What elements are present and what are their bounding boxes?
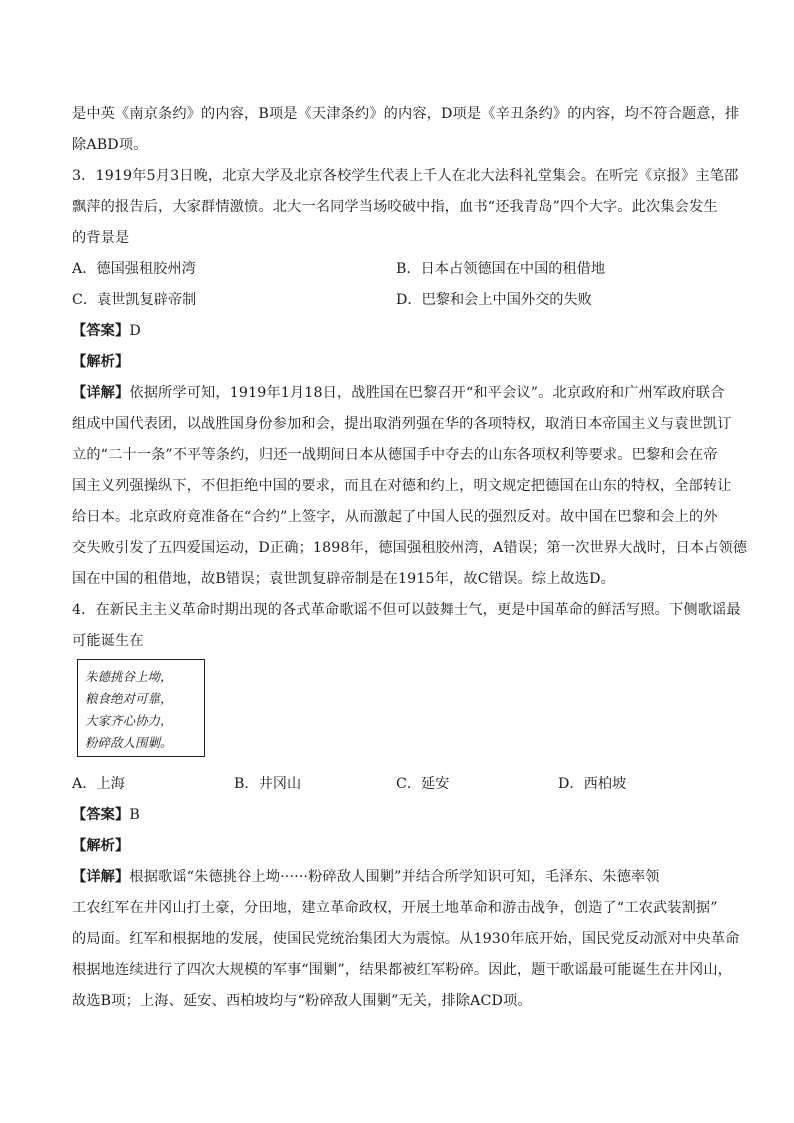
q3-detail-line-6: 交失败引发了五四爱国运动，D正确；1898年，德国强租胶州湾，A错误；第一次世界大战时，日本占领德	[72, 540, 748, 556]
q3-detail-line-1	[72, 378, 725, 409]
q3-option-b: B．日本占领德国在中国的租借地	[396, 261, 606, 277]
q3-detail-line-5: 给日本。北京政府竟准备在“合约”上签字，从而激起了中国人民的强烈反对。故中国在巴黎和会上的外	[72, 509, 718, 525]
q3-detail-text-1: 依据所学可知，1919年1月18日，战胜国在巴黎召开“和平会议”。北京政府和广州军政府联合	[129, 385, 725, 401]
q4-stem-line-2: 可能诞生在	[72, 633, 144, 649]
question-4	[72, 595, 741, 1017]
q3-answer	[72, 316, 722, 347]
q3-detail-line-2: 组成中国代表团，以战胜国身份参加和会，提出取消列强在华的各项特权，取消日本帝国主义与袁世凯订	[72, 416, 732, 432]
q3-detail-line-7: 国在中国的租借地，故B错误；袁世凯复辟帝制是在1915年，故C错误。综上故选D。	[72, 571, 615, 587]
q4-detail-line-3: 的局面。红军和根据地的发展，使国民党统治集团大为震惊。从1930年底开始，国民党反动派对中央革命	[72, 931, 740, 947]
q4-poem-box	[77, 659, 205, 757]
intro-line-2: 除ABD项。	[72, 137, 148, 153]
q3-option-d: D．巴黎和会上中国外交的失败	[396, 292, 592, 308]
q4-detail-text-1: 根据歌谣“朱德挑谷上坳······粉碎敌人围剿”并结合所学知识可知，毛泽东、朱德率领	[129, 869, 660, 885]
q4-poem-area	[72, 657, 722, 769]
q4-poem-line-2: 粮食绝对可靠，	[85, 691, 173, 706]
q3-answer-value: D	[129, 323, 141, 339]
q3-detail-line-4: 国主义列强操纵下，不但拒绝中国的要求，而且在对德和约上，明文规定把德国在山东的特权，全部转让	[72, 478, 732, 494]
q4-detail-line-5: 故选B项；上海、延安、西柏坡均与“粉碎敌人围剿”无关，排除ACD项。	[72, 993, 532, 1009]
q4-detail-line-2: 工农红军在井冈山打土豪，分田地，建立革命政权，开展土地革命和游击战争，创造了“工农武装割据”	[72, 900, 718, 916]
q3-answer-tag: 【答案】	[72, 323, 130, 339]
q3-option-c: C．袁世凯复辟帝制	[72, 292, 197, 308]
q3-detail-tag: 【详解】	[72, 385, 130, 401]
q3-analysis-tag: 【解析】	[72, 354, 130, 370]
q4-answer-value: B	[129, 807, 140, 823]
q4-stem-line-1: 4．在新民主主义革命时期出现的各式革命歌谣不但可以鼓舞士气，更是中国革命的鲜活写照。下侧歌谣最	[72, 602, 741, 618]
q3-options-row-2	[72, 285, 722, 316]
q4-poem-line-3: 大家齐心协力，	[85, 713, 173, 728]
q4-option-a: A．上海	[72, 776, 125, 792]
q4-answer	[72, 800, 722, 831]
q4-option-d: D．西柏坡	[558, 776, 627, 792]
q3-stem-line-1: 3．1919年5月3日晚，北京大学及北京各校学生代表上千人在北大法科礼堂集会。在听完《京报》主笔邵	[72, 168, 739, 184]
q4-options-row	[72, 769, 722, 800]
q3-options-row-1	[72, 254, 722, 285]
q3-option-a: A．德国强租胶州湾	[72, 261, 196, 277]
q3-stem-line-3: 的背景是	[72, 230, 130, 246]
q4-detail-tag: 【详解】	[72, 869, 130, 885]
q4-analysis-tag: 【解析】	[72, 838, 130, 854]
q4-answer-tag: 【答案】	[72, 807, 130, 823]
q4-poem-line-1: 朱德挑谷上坳，	[85, 669, 173, 684]
q4-detail-line-4: 根据地连续进行了四次大规模的军事“围剿”，结果都被红军粉碎。因此，题干歌谣最可能诞生在井冈山，	[72, 962, 732, 978]
q4-option-b: B．井冈山	[234, 776, 302, 792]
q3-stem-line-2: 飘萍的报告后，大家群情激愤。北大一名同学当场咬破中指，血书“还我青岛”四个大字。此次集会发生	[72, 199, 718, 215]
page-content	[72, 99, 748, 1017]
q3-detail-line-3: 立的“二十一条”不平等条约，归还一战期间日本从德国手中夺去的山东各项权利等要求。巴黎和会在帝	[72, 447, 718, 463]
question-3	[72, 161, 748, 595]
q4-option-c: C．延安	[396, 776, 450, 792]
q4-detail-line-1	[72, 862, 722, 893]
q4-poem-line-4: 粉碎敌人围剿。	[85, 735, 173, 750]
intro-line-1: 是中英《南京条约》的内容，B项是《天津条约》的内容，D项是《辛丑条约》的内容，均不符合题意，排	[72, 106, 740, 122]
